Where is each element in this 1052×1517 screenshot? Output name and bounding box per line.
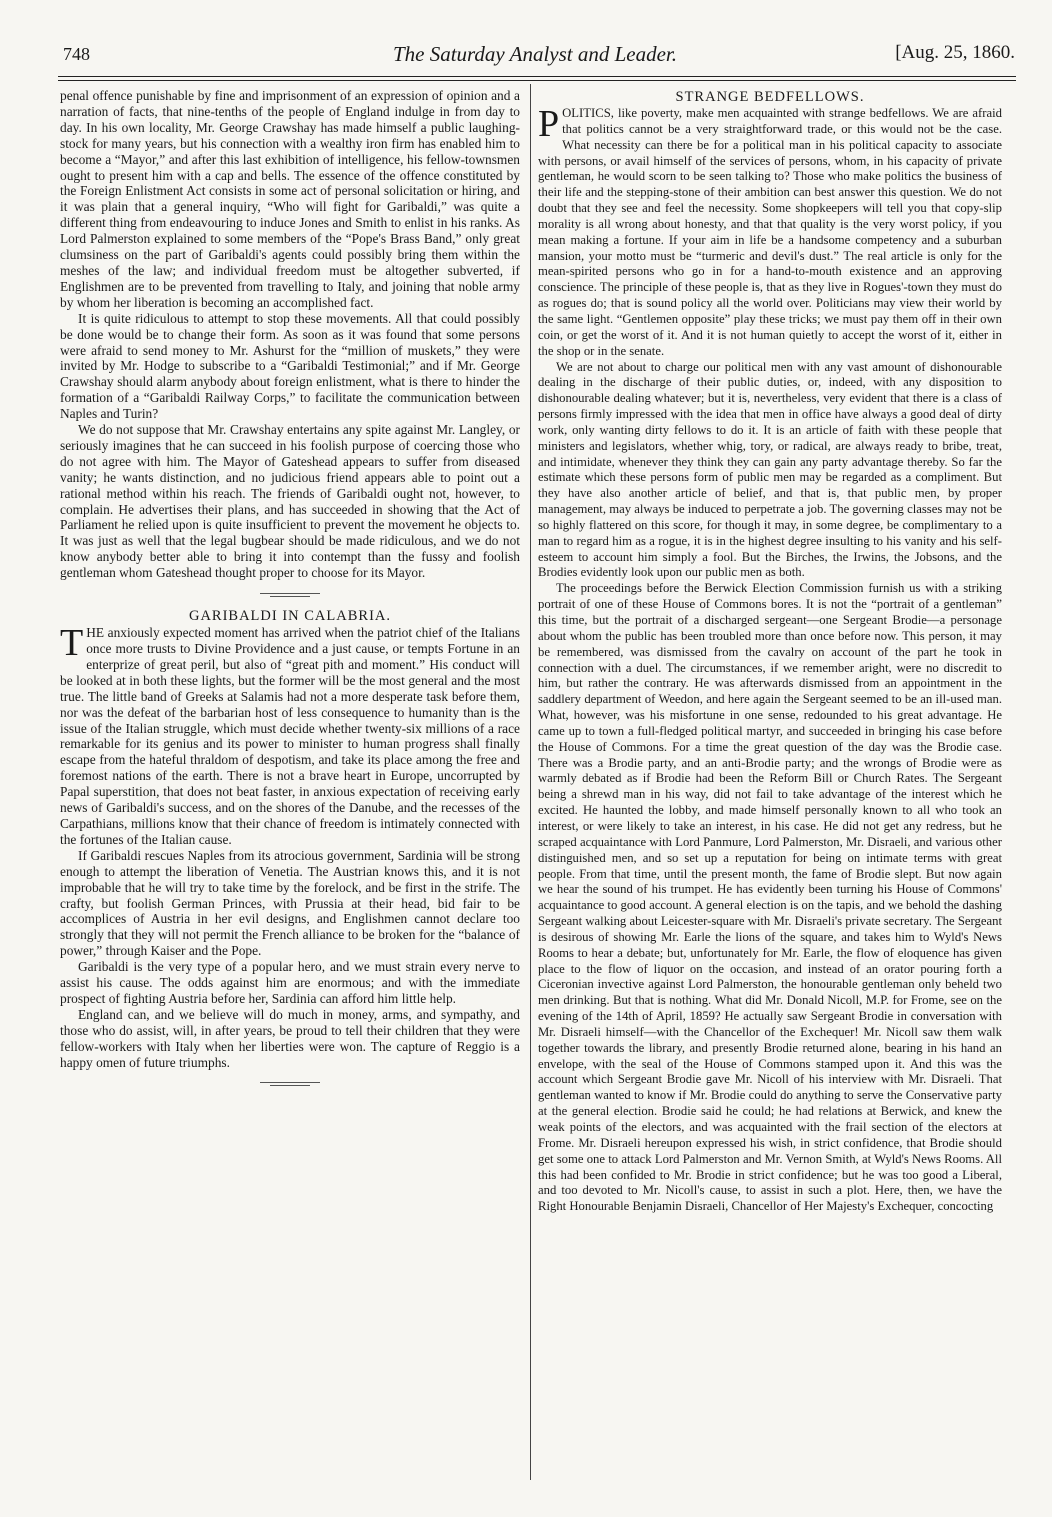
left-column (60, 88, 520, 1096)
drop-cap: T (60, 622, 84, 665)
end-ornament (60, 1070, 520, 1096)
issue-date: [Aug. 25, 1860. (895, 42, 1015, 63)
paragraph: Garibaldi is the very type of a popular hero, and we must strain every nerve to assist his cause. The odds against him are enormous; and with the immediate prospect of fighting Austria before her, Sardinia can afford him little help. (60, 959, 520, 1006)
paragraph (60, 622, 520, 848)
right-column (538, 88, 1002, 1215)
article-heading: STRANGE BEDFELLOWS. (675, 89, 865, 105)
paragraph: The proceedings before the Berwick Election Commission furnish us with a striking portrait of one of these House of Commons bores. It is not the “portrait of a gentleman” this time, but the portrait of a discharged sergeant—one Sergeant Brodie—a personage about whom the public has been troubled more than once before now. This person, it may be remembered, was dismissed from the cavalry on account of the part he took in connection with a duel. The circumstances, if we remember aright, were no discredit to him, but rather the contrary. He was afterwards dismissed from an appointment in the saddlery department of Weedon, and here again the Sergeant seemed to be an ill-used man. What, however, was his misfortune in one sense, redounded to his great advantage. He came up to town a full-fledged political martyr, and succeeded in bringing his case before the House of Commons. For a time the great question of the day was the Brodie case. There was a Brodie party, and an anti-Brodie party; and the wrongs of Brodie were as warmly debated as if Brodie had been the Reform Bill or Church Rates. The Sergeant being a shrewd man in his way, did not fail to take advantage of the interest which he excited. He haunted the lobby, and made himself personally known to all who took an interest, or were likely to take an interest, in his case. He did not get any redress, but he scraped acquaintance with Lord Panmure, Lord Palmerston, Mr. Disraeli, and various other distinguished men, and so set up a reputation for being on intimate terms with great people. From that time, until the present month, the fame of Brodie slept. But now again we hear the sound of his trumpet. He has evidently been turning his House of Commons' acquaintance to good account. A general election is on the tapis, and we behold the dashing Sergeant walking about Leicester-square with Mr. Disraeli's private secretary. The Sergeant is desirous of showing Mr. Earle the lions of the square, and takes him to Wyld's News Rooms to hear a debate; but, unfortunately for Mr. Earle, the flow of eloquence has given place to the flow of liquor on the occasion, and instead of an orator pouring forth a Ciceronian invective against Lord Palmerston, the honourable gentleman only beheld two men drinking. But that is nothing. What did Mr. Donald Nicoll, M.P. for Frome, see on the evening of the 14th of April, 1859? He actually saw Sergeant Brodie in conversation with Mr. Disraeli himself—with the Chancellor of the Exchequer! Mr. Nicoll saw them walk together towards the library, and presently Brodie returned alone, bearing in his hand an envelope, with the seal of the House of Commons stamped upon it. And this was the account which Sergeant Brodie gave Mr. Nicoll of his interview with Mr. Disraeli. That gentleman wanted to know if Mr. Brodie could do anything to serve the Conservative party at the general election. Brodie said he could; he had relations at Berwick, and knew the weak points of the electors, and was acquainted with the frail section of the electors at Frome. Mr. Disraeli hereupon expressed his wish, in strict confidence, that Brodie should get some one to attack Lord Palmerston and Mr. Vernon Smith, at Wyld's News Rooms. All this had been confided to Mr. Brodie in strict confidence; but he was too good a Liberal, and too devoted to Mr. Nicoll's cause, to assist in such a plot. Here, then, we have the Right Honourable Benjamin Disraeli, Chancellor of Her Majesty's Exchequer, concocting (538, 581, 1002, 1214)
page-number: 748 (63, 44, 90, 64)
section-heading: GARIBALDI IN CALABRIA. (188, 608, 392, 625)
paragraph: We are not about to charge our political men with any vast amount of dishonourable dealing in the discharge of their public duties, or, indeed, with any disposition to dishonourable dealing whatever; but it is, nevertheless, very evident that there is a class of persons firmly impressed with the idea that men in office have always a good deal of dirty work, only wanting dirty fellows to do it. It is an article of faith with these people that ministers and legislators, whether whig, tory, or radical, are always ready to bribe, treat, and intimidate, whenever they think they can gain any party advantage thereby. So far the estimate which these persons form of public men may be regarded as a compliment. But they have also another article of belief, and that is, that public men, by proper management, may always be induced to perpetrate a job. The governing classes may not be so highly flattered on this score, for though it may, in some degree, be complimentary to a man to regard him as a rogue, it is in the highest degree insulting to his vanity and his self-esteem to account him simply a fool. But the Birches, the Irwins, the Jobsons, and the Brodies evidently look upon our public men as both. (538, 359, 1002, 580)
paragraph-text: OLITICS, like poverty, make men acquainted with strange bedfellows. We are afraid that politics cannot be a very straightforward trade, or this would not be the case. What necessity can there be for a political man in his political capacity to associate with persons, or avail himself of the services of persons, whom, in his capacity of private gentleman, he would scorn to be seen talking to? Those who make politics the business of their life and the stepping-stone of their ambition can best answer this question. We do not doubt that they see and feel the necessity. Some shopkeepers will tell you that copy-slip morality is all wrong about honesty, and that that quality is the very worst policy, if you mean making a fortune. If your aim in life be a handsome competency and a suburban mansion, your motto must be “turmeric and devil's dust.” The real article is only for the mean-spirited persons who go in for a hand-to-mouth existence and an approving conscience. The principle of these people is, that as they live in Rogues'-town they must do as rogues do; that is sound policy all the world over. Politicians may view their world by the same light. “Gentlemen opposite” play these tricks; we must pay them off in their own coin, or get the worst of it. And it is not human quietly to accept the worst of it, either in the shop or in the senate. (538, 106, 1002, 358)
paragraph: It is quite ridiculous to attempt to stop these movements. All that could possibly be done would be to change their form. As soon as it was found that some persons were afraid to send money to Mr. Ashurst for the “million of muskets,” they were invited by Mr. Hodge to subscribe to a “Garibaldi Testimonial;” and if Mr. George Crawshay should alarm anybody about foreign enlistment, what is there to hinder the formation of a “Garibaldi Railway Corps,” to facilitate the communication between Naples and Turin? (60, 310, 520, 422)
page-header (55, 36, 1015, 72)
header-rule-thin (58, 80, 1016, 81)
column-divider (530, 84, 531, 1480)
paragraph: England can, and we believe will do much in money, arms, and sympathy, and those who do assist, will, in after years, be proud to tell their children that they were fellow-workers with Italy when her liberties were won. The capture of Reggio is a happy omen of future triumphs. (60, 1006, 520, 1070)
paragraph: If Garibaldi rescues Naples from its atrocious government, Sardinia will be strong enough to attempt the liberation of Venetia. The Austrian knows this, and it is not improbable that he will try to take time by the forelock, and be first in the strife. The crafty, but foolish German Princes, with Prussia at their head, bid fair to be accomplices of Austria in her evil designs, and Englishmen cannot declare too strongly that they will not permit the French alliance to be broken for the “balance of power,” through Kaiser and the Pope. (60, 847, 520, 959)
header-rule (58, 76, 1016, 77)
drop-cap: P (538, 103, 560, 145)
paragraph: We do not suppose that Mr. Crawshay entertains any spite against Mr. Langley, or seriously imagines that he can succeed in his foolish purpose of coercing those who do not agree with him. The Mayor of Gateshead appears to suffer from diseased vanity; he wants distinction, and no judicious friend appears able to point out a rational method within his reach. The friends of Garibaldi ought not, however, to complain. He advertises their plans, and has succeeded in showing that the Act of Parliament he relied upon is quite insufficient to prevent the movement he objects to. It was just as well that the legal bugbear should be made ridiculous, and we do not know anybody better able to bring it into contempt than the fussy and foolish gentleman whom Gateshead thought proper to choose for its Mayor. (60, 422, 520, 581)
paragraph: penal offence punishable by fine and imprisonment of an expression of opinion and a narration of facts, that nine-tenths of the people of England indulge in from day to day. In his own locality, Mr. George Crawshay has made himself a public laughing-stock for many years, but his connection with a wealthy iron firm has enabled him to become a “Mayor,” and after this last exhibition of intelligence, his fellow-townsmen ought to present him with a cap and bells. The essence of the offence constituted by the Foreign Enlistment Act consists in some act of personal solicitation or hiring, and it was plain that a general inquiry, “Who will fight for Garibaldi,” was quite a different thing from endeavouring to induce Jones and Smith to enlist in his ranks. As Lord Palmerston explained to some members of the “Pope's Brass Band,” only great clumsiness on the part of Garibaldi's agents could possibly bring them within the meshes of the law; and individual freedom must be altogether subverted, if Englishmen are to be prevented from travelling to Italy, and joining that noble army by whom her liberation is becoming an accomplished fact. (60, 88, 520, 310)
paragraph (538, 103, 1002, 360)
publication-title: The Saturday Analyst and Leader. (392, 42, 678, 66)
paragraph-text: HE anxiously expected moment has arrived when the patriot chief of the Italians once more trusts to Divine Providence and a just cause, or tempts Fortune in an enterprize of great peril, but also of “great pith and moment.” His conduct will be looked at in both these lights, but the former will be the most general and the most true. The little band of Greeks at Salamis had not a more desperate task before them, nor was the defeat of the barbarian host of less consequence to humanity than is the issue of the Italian struggle, which must decide whether twenty-six millions of a race remarkable for its genius and its power to minister to human progress shall finally escape from the hateful thraldom of despotism, and take its place among the free and foremost nations of the earth. There is not a brave heart in Europe, uncorrupted by Papal superstition, that does not beat faster, in anxious expectation of receiving early news of Garibaldi's success, and on the shores of the Danube, and the recesses of the Carpathians, millions know that their chance of freedom is intimately connected with the fortunes of the Italian cause. (60, 625, 520, 847)
section-ornament (60, 581, 520, 607)
